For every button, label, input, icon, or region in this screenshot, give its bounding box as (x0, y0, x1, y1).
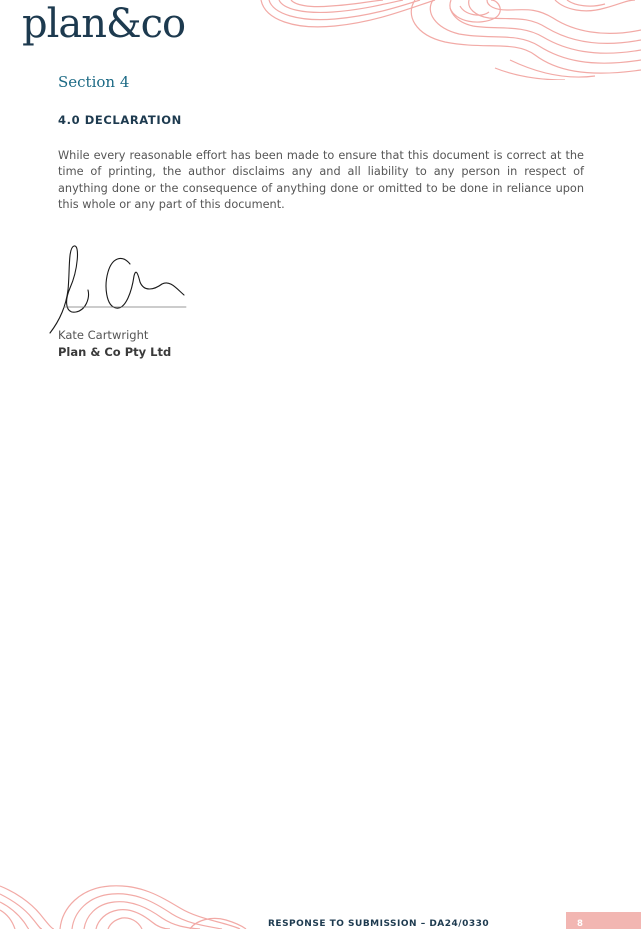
brand-logo: plan&co (22, 1, 186, 47)
contour-pattern-top (255, 0, 641, 80)
footer-document-title: RESPONSE TO SUBMISSION – DA24/0330 (268, 919, 490, 929)
declaration-paragraph: While every reasonable effort has been made to ensure that this document is correct at the time of printing, the author disclaims any and all liability to any person in respect of anything done or the consequence of anything done or omitted to be done in reliance upon this whole or any part of this document. (58, 149, 584, 212)
section-heading: 4.0 DECLARATION (58, 113, 182, 127)
contour-pattern-bottom (0, 878, 250, 929)
signatory-company: Plan & Co Pty Ltd (58, 345, 172, 359)
signatory-name: Kate Cartwright (58, 328, 149, 342)
signature-image (44, 240, 194, 336)
section-label: Section 4 (58, 73, 130, 91)
page-number: 8 (577, 919, 583, 929)
